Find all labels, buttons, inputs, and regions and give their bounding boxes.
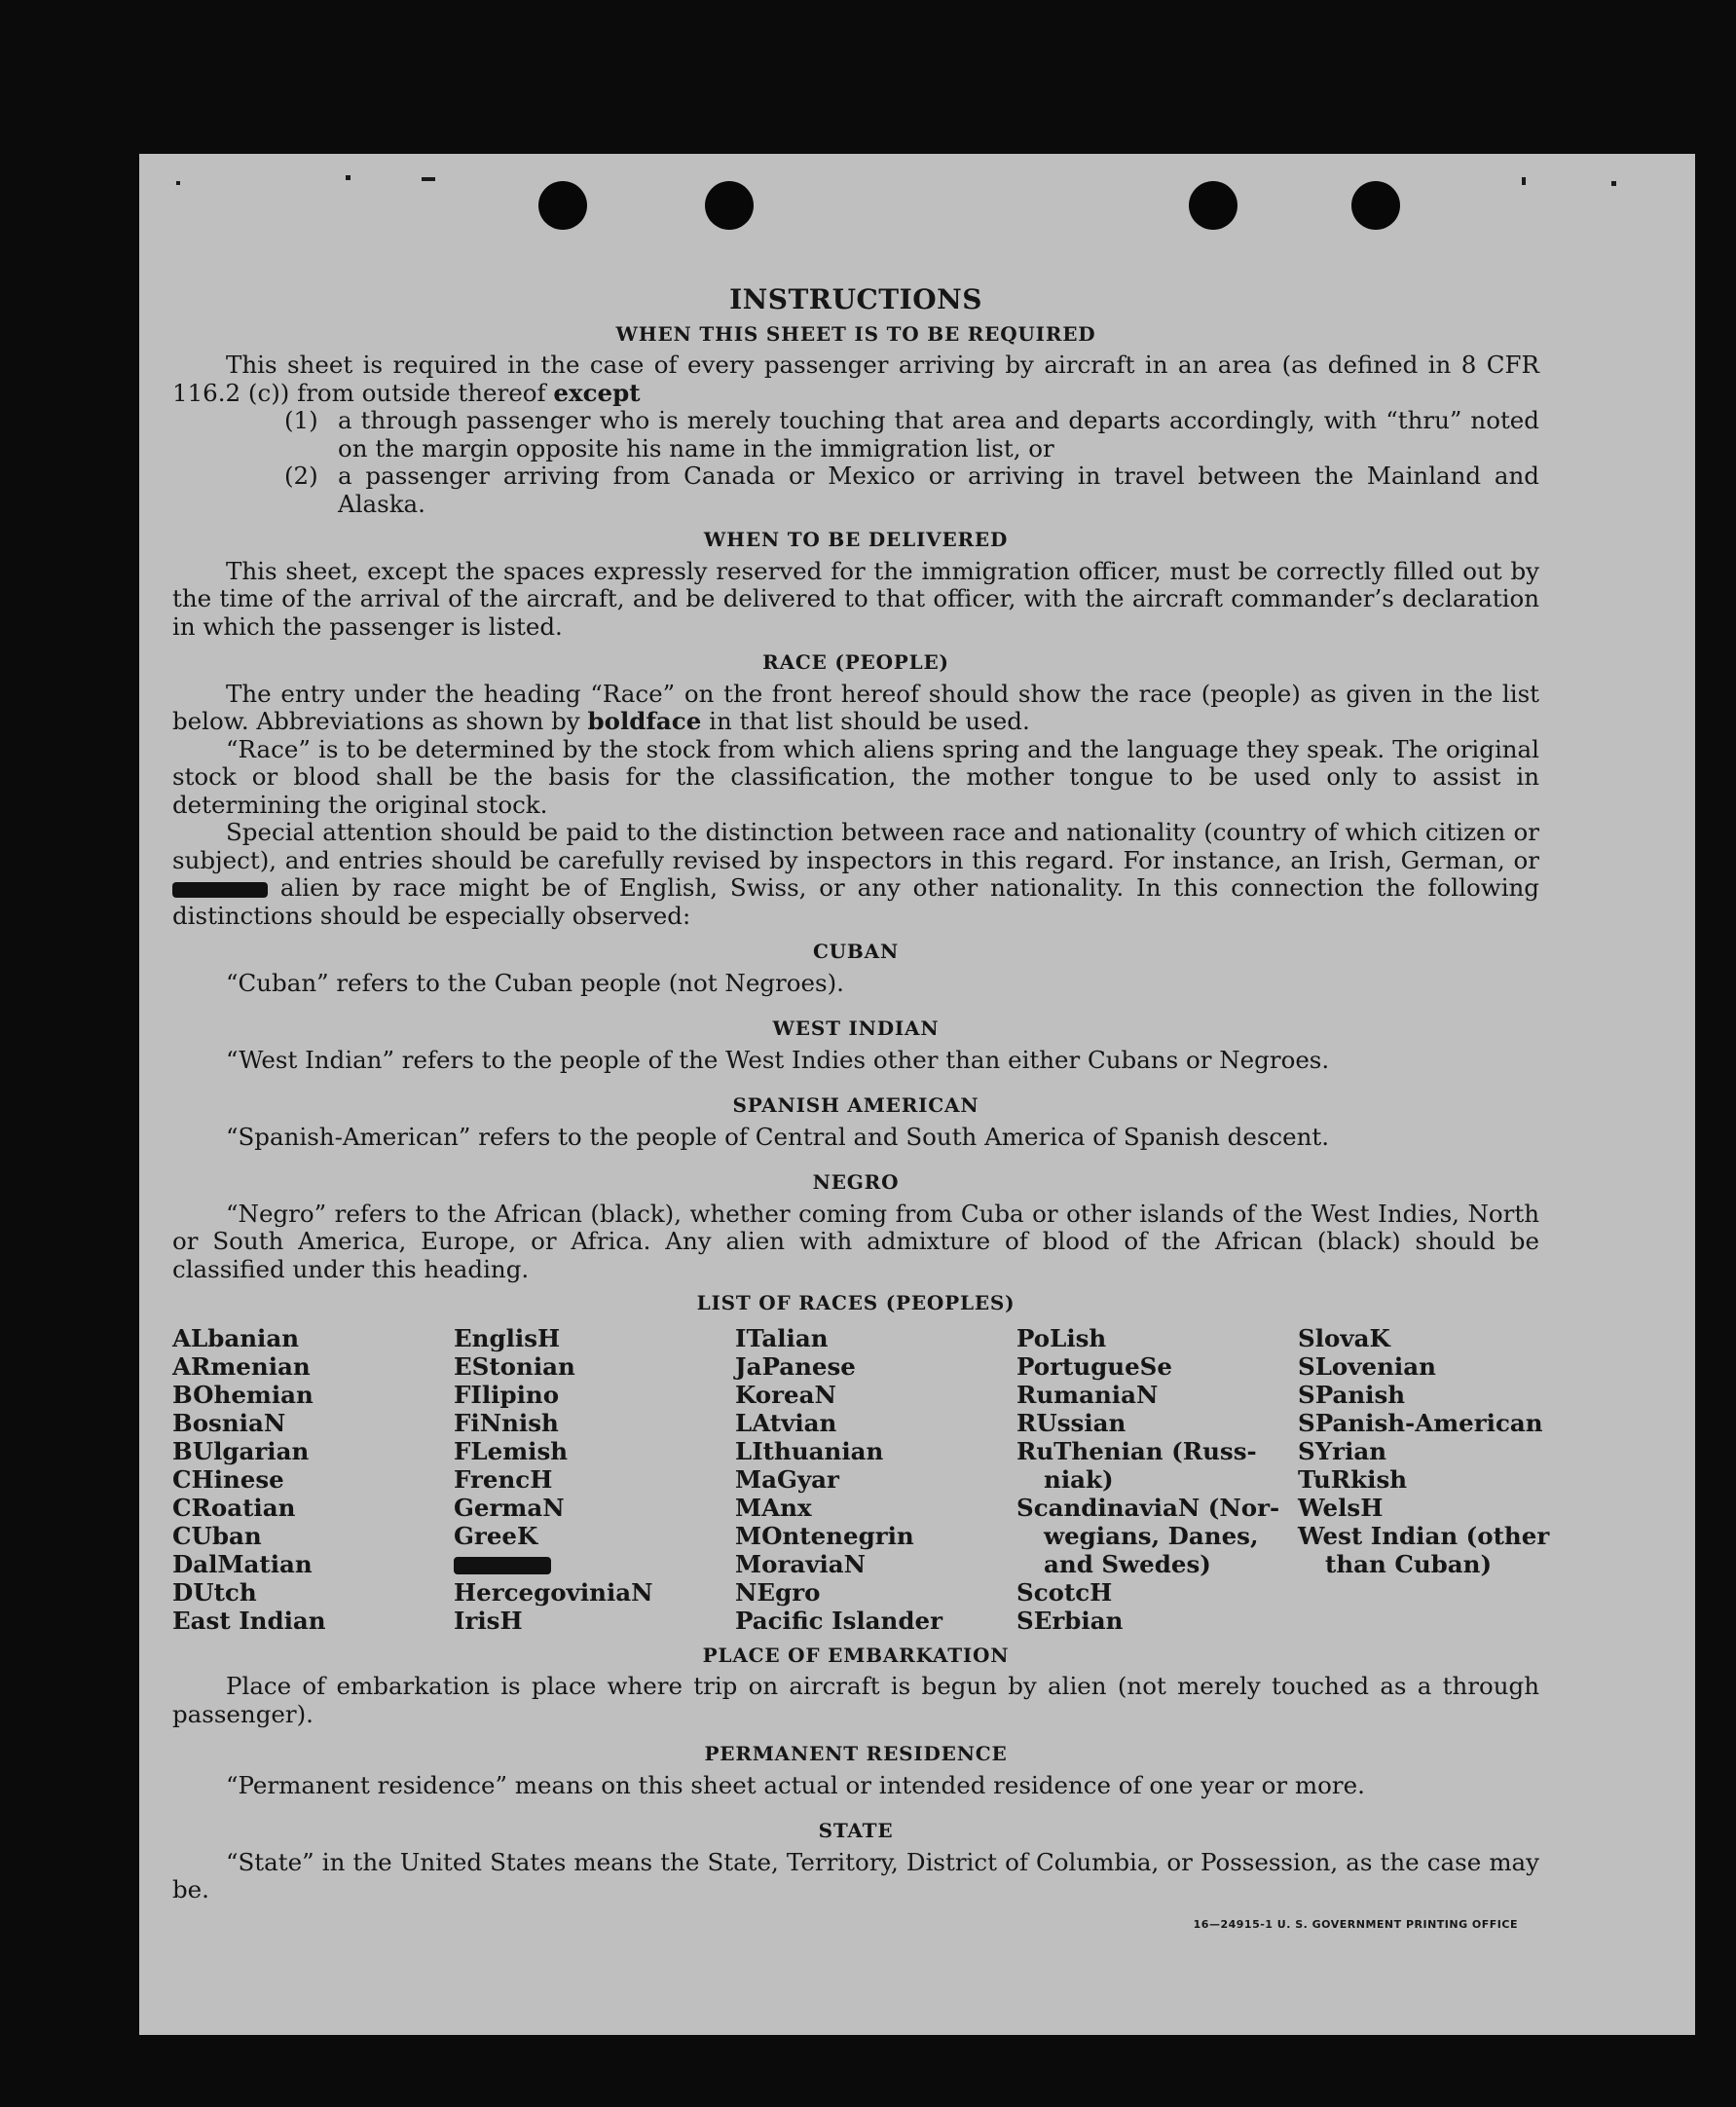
bold-text: except [553,378,641,407]
race-column [172,1325,454,1636]
item-text: a through passenger who is merely touching that area and departs accordingly, with “thru” noted on the margin opposite his name in the immigration list, or [338,406,1539,462]
race-item: JaPanese [735,1351,856,1381]
race-item: MoraviaN [735,1549,867,1578]
race-item: KoreaN [735,1380,836,1409]
item-number: (2) [284,462,318,490]
race-item: EStonian [454,1351,575,1381]
paragraph-text: alien by race might be of English, Swiss, or any other nationality. In this connection the following distinctions should be especially observed: [172,873,1539,930]
race-item: RumaniaN [1016,1380,1159,1409]
race-item: DUtch [172,1577,257,1607]
section-heading: RACE (PEOPLE) [762,650,949,674]
race-item: niak) [1044,1464,1114,1494]
section-heading: WHEN TO BE DELIVERED [703,528,1009,551]
paragraph-text: Special attention should be paid to the distinction between race and nationality (country of which citizen or subject), and entries should be carefully revised by inspectors in this regard. For instance, an Irish, German, or [172,818,1539,874]
race-item: DalMatian [172,1549,313,1578]
page-title: INSTRUCTIONS [729,283,982,315]
paragraph: “Spanish-American” refers to the people of Central and South America of Spanish descent. [226,1122,1330,1151]
race-item: BUlgarian [172,1436,310,1465]
race-column [1016,1325,1298,1636]
race-item: MaGyar [735,1464,839,1494]
redaction-mark [454,1557,551,1574]
race-item: PortugueSe [1016,1351,1172,1381]
race-item: SLovenian [1298,1351,1436,1381]
redaction-mark [172,882,268,898]
race-item: CUban [172,1521,262,1550]
race-item: NEgro [735,1577,821,1607]
race-item: West Indian (other [1298,1521,1550,1550]
race-item-redacted [454,1551,735,1579]
race-item: MAnx [735,1493,812,1522]
paragraph: “Permanent residence” means on this sheet actual or intended residence of one year or more. [226,1770,1365,1799]
paragraph: “Cuban” refers to the Cuban people (not Negroes). [226,968,844,997]
paragraph-text: This sheet is required in the case of every passenger arriving by aircraft in an area (as defined in 8 CFR 116.2 (c)) from outside thereof [172,351,1539,407]
paragraph [172,681,1539,736]
section-heading: NEGRO [812,1170,900,1194]
ink-speck [1522,177,1526,185]
race-item: SErbian [1016,1606,1124,1635]
paragraph [172,351,1539,407]
race-column [454,1325,735,1636]
paragraph: Place of embarkation is place where trip on aircraft is begun by alien (not merely touched as a through passenger). [172,1672,1539,1728]
race-item: RUssian [1016,1408,1127,1437]
race-item: PoLish [1016,1323,1107,1352]
race-item: CHinese [172,1464,284,1494]
race-item: ScandinaviaN (Nor- [1016,1493,1280,1522]
punch-hole [705,181,754,230]
race-item: LAtvian [735,1408,837,1437]
section-heading: STATE [818,1819,894,1842]
paragraph [172,819,1539,930]
ink-speck [1611,181,1616,186]
paragraph-text: The entry under the heading “Race” on the front hereof should show the race (people) as given in the list below. Abbreviations as shown by [172,679,1539,735]
race-item: ALbanian [172,1323,300,1352]
bold-text: boldface [587,707,702,735]
race-column [735,1325,1016,1636]
section-heading: WEST INDIAN [772,1017,940,1040]
race-item: and Swedes) [1044,1549,1211,1578]
race-item: HercegoviniaN [454,1577,653,1607]
race-item: ScotcH [1016,1577,1113,1607]
race-item: SYrian [1298,1436,1387,1465]
race-item: SlovaK [1298,1323,1390,1352]
race-item: than Cuban) [1325,1549,1493,1578]
race-item: ARmenian [172,1351,311,1381]
race-item: GermaN [454,1493,565,1522]
document-sheet [139,154,1695,2035]
paragraph: “West Indian” refers to the people of the West Indies other than either Cubans or Negroes. [226,1045,1330,1074]
race-item: BosniaN [172,1408,286,1437]
punch-hole [1189,181,1237,230]
race-item: FrencH [454,1464,553,1494]
race-item: CRoatian [172,1493,296,1522]
list-item [284,462,1539,518]
race-item: SPanish-American [1298,1408,1543,1437]
race-item: East Indian [172,1606,326,1635]
race-list [172,1323,1550,1636]
race-item: BOhemian [172,1380,314,1409]
punch-hole [538,181,587,230]
list-item [284,407,1539,462]
race-item: FiNnish [454,1408,559,1437]
race-item: ITalian [735,1323,829,1352]
instructions-content [172,283,1550,1904]
item-text: a passenger arriving from Canada or Mexico or arriving in travel between the Mainland and Alaska. [338,462,1539,518]
paragraph: “Negro” refers to the African (black), whether coming from Cuba or other islands of the West Indies, North or South America, Europe, or Africa. Any alien with admixture of blood of the African (black) should be classified under this heading. [172,1199,1539,1283]
paragraph-text: in that list should be used. [709,707,1030,735]
race-item: FLemish [454,1436,569,1465]
printer-imprint: 16—24915-1 U. S. GOVERNMENT PRINTING OFFICE [1193,1918,1518,1931]
section-heading: PLACE OF EMBARKATION [702,1643,1010,1667]
item-number: (1) [284,406,318,434]
section-heading: CUBAN [812,940,900,963]
paragraph: “State” in the United States means the State, Territory, District of Columbia, or Possession, as the case may be. [172,1847,1539,1904]
punch-hole [1351,181,1400,230]
paragraph: “Race” is to be determined by the stock from which aliens spring and the language they speak. The original stock or blood shall be the basis for the classification, the mother tongue to be used only to assist in determining the original stock. [172,734,1539,819]
ink-speck [346,175,351,180]
race-item: FIlipino [454,1380,560,1409]
ink-speck [176,181,180,185]
race-column [1298,1325,1579,1636]
section-heading: WHEN THIS SHEET IS TO BE REQUIRED [615,321,1096,346]
paragraph: This sheet, except the spaces expressly reserved for the immigration officer, must be correctly filled out by the time of the arrival of the aircraft, and be delivered to that officer, with the aircraft commander’s declaration in which the passenger is listed. [172,556,1539,641]
race-item: TuRkish [1298,1464,1408,1494]
race-item: IrisH [454,1606,523,1635]
race-item: Pacific Islander [735,1606,942,1635]
race-item: RuThenian (Russ- [1016,1436,1257,1465]
race-item: GreeK [454,1521,538,1550]
race-item: EnglisH [454,1323,561,1352]
section-heading: LIST OF RACES (PEOPLES) [696,1291,1016,1314]
race-item: WelsH [1298,1493,1384,1522]
race-item: wegians, Danes, [1044,1521,1259,1550]
section-heading: PERMANENT RESIDENCE [704,1742,1008,1765]
section-heading: SPANISH AMERICAN [732,1093,979,1117]
race-item: LIthuanian [735,1436,884,1465]
ink-speck [422,177,435,181]
race-item: MOntenegrin [735,1521,914,1550]
race-item: SPanish [1298,1380,1406,1409]
